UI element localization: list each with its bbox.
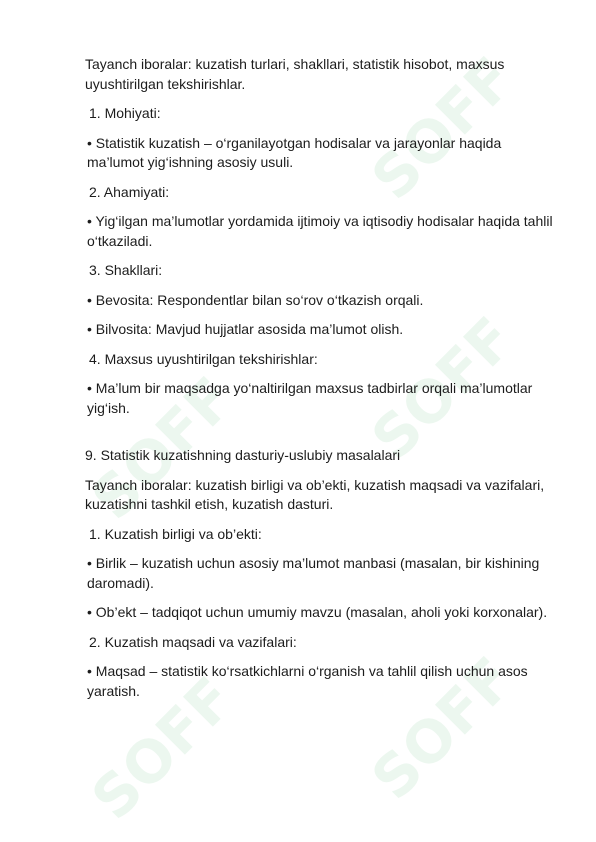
bullet-item: • Yig‘ilgan ma’lumotlar yordamida ijtimoiy va iqtisodiy hodisalar haqida tahlil o‘tkaziladi. [87,213,553,249]
svg-text:SOFF: SOFF [358,304,510,470]
section9-heading: 9. Statistik kuzatishning dasturiy-uslubiy masalalari [85,447,401,463]
section8-item-title: 2. Ahamiyati: [89,183,170,200]
section9-item-title: 1. Kuzatish birligi va ob’ekti: [89,525,262,542]
bullet-item: • Statistik kuzatish – o‘rganilayotgan hodisalar va jarayonlar haqida ma’lumot yig‘ishning asosiy usuli. [87,134,502,170]
bullet-item: • Bilvosita: Mavjud hujjatlar asosida ma’lumot olish. [87,321,404,337]
bullet-item: • Ma’lum bir maqsadga yo‘naltirilgan maxsus tadbirlar orqali ma’lumotlar yig‘ish. [87,380,533,416]
section8-keywords: Tayanch iboralar: kuzatish turlari, shakllari, statistik hisobot, maxsus uyushtirilgan tekshirishlar. [85,56,505,92]
section9-item-title: 2. Kuzatish maqsadi va vazifalari: [89,633,297,650]
bullet-item: • Maqsad – statistik ko‘rsatkichlarni o‘rganish va tahlil qilish uchun asos yaratish. [87,663,528,699]
svg-text:SOFF: SOFF [358,644,510,810]
bullet-item: • Bevosita: Respondentlar bilan so‘rov o‘tkazish orqali. [87,291,424,308]
section8-item-title: 4. Maxsus uyushtirilgan tekshirishlar: [89,350,318,367]
bullet-item: • Ob’ekt – tadqiqot uchun umumiy mavzu (masalan, aholi yoki korxonalar). [87,604,548,620]
section8-item-title: 3. Shakllari: [89,262,163,278]
svg-text:SOFF: SOFF [78,364,230,530]
svg-text:SOFF: SOFF [358,44,510,210]
svg-text:SOFF: SOFF [78,664,230,830]
document-body [85,55,555,711]
section9-keywords: Tayanch iboralar: kuzatish birligi va ob’ekti, kuzatish maqsadi va vazifalari, kuzatishni tashkil etish, kuzatish dasturi. [85,476,545,512]
section8-item-title: 1. Mohiyati: [89,105,161,121]
section-spacer [85,428,555,446]
bullet-item: • Birlik – kuzatish uchun asosiy ma’lumot manbasi (masalan, bir kishining daromadi). [87,555,540,591]
